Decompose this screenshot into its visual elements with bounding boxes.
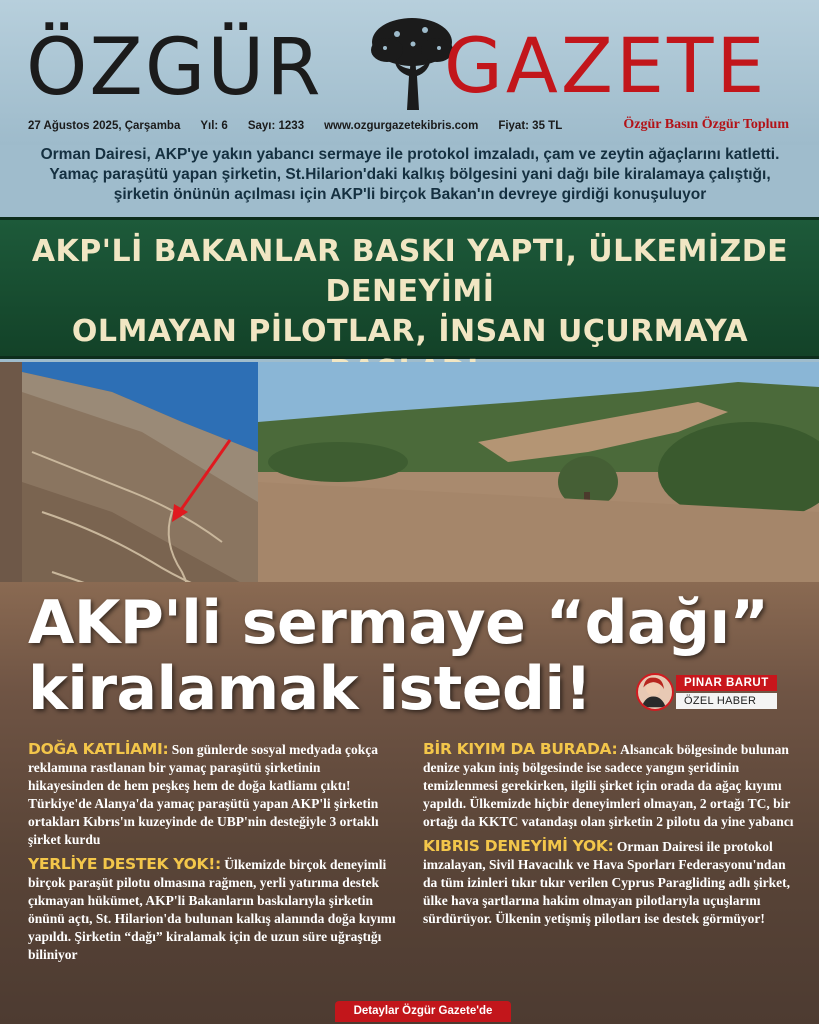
paragraph-lead: KIBRIS DENEYİMİ YOK: bbox=[423, 837, 614, 855]
banner-line-2: OLMAYAN PİLOTLAR, İNSAN UÇURMAYA bbox=[71, 314, 749, 349]
slogan: Özgür Basın Özgür Toplum bbox=[623, 117, 789, 132]
article-paragraph bbox=[423, 740, 798, 831]
author-avatar bbox=[636, 673, 674, 711]
issue-year: Yıl: 6 bbox=[200, 120, 228, 132]
paragraph-body: Orman Dairesi ile protokol imzalayan, Sivil Havacılık ve Hava Sporları Federasyonu'ndan da tüm izinleri tıkır tıkır verilen Cyprus Paragliding adlı şirket, ülke hava şartlarına hakim olmayan pilotlarıyla uçuşlarını sürdürüyor. Ülkenin yetişmiş pilotları ise destek görmüyor! bbox=[423, 839, 791, 926]
article-paragraph bbox=[28, 855, 398, 964]
author-name: PINAR BARUT bbox=[676, 675, 777, 691]
masthead bbox=[0, 0, 819, 145]
paragraph-lead: BİR KIYIM DA BURADA: bbox=[423, 740, 618, 758]
article-paragraph bbox=[423, 837, 798, 928]
issue-date: 27 Ağustos 2025, Çarşamba bbox=[28, 120, 181, 132]
banner-line-1: AKP'Lİ BAKANLAR BASKI YAPTI, ÜLKEMİZDE DENEYİMİ bbox=[31, 234, 789, 309]
paragraph-lead: DOĞA KATLİAMI: bbox=[28, 740, 169, 758]
headline-banner bbox=[0, 217, 819, 359]
article-column-right bbox=[423, 740, 798, 934]
brand-logo bbox=[26, 18, 323, 118]
issue-number: Sayı: 1233 bbox=[247, 120, 305, 132]
brand-gazete: GAZETE bbox=[444, 21, 768, 110]
details-button[interactable]: Detaylar Özgür Gazete'de bbox=[335, 1001, 511, 1022]
article-column-left bbox=[28, 740, 398, 970]
paragraph-body: Alsancak bölgesinde bulunan denize yakın iniş bölgesinde ise sadece yangın şeridinin temizlenmesi gerekirken, ilgili şirket için orada da ağaç kıyımı yapıldı. Ülkemizde hiçbir deneyimleri olmayan, 2 ortağı TC, bir ortağı da KKTC vatandaşı olan şirketin 2 pilotu da yine yabancı bbox=[423, 742, 794, 829]
author-byline bbox=[636, 673, 777, 711]
website-link[interactable]: www.ozgurgazetekibris.com bbox=[324, 120, 479, 132]
author-role: ÖZEL HABER bbox=[676, 693, 777, 709]
intro-summary: Orman Dairesi, AKP'ye yakın yabancı sermaye ile protokol imzaladı, çam ve zeytin ağaçlarını katletti. Yamaç paraşütü yapan şirketin, St.Hilarion'daki kalkış bölgesini yani dağı bile kiralamaya çalıştığı, şirketin önünün açılması için AKP'li birçok Bakan'ın devreye girdiği konuşuluyor bbox=[40, 146, 780, 203]
headline-line-1: AKP'li sermaye “dağı” bbox=[28, 588, 769, 658]
paragraph-body: Son günlerde sosyal medyada çokça reklamına rastlanan bir yamaç paraşütü şirketinin hikayesinden de hem peşkeş hem de doğa katliamı çıktı! Türkiye'de Alanya'da yamaç paraşütü yapan AKP'li şirketin ortakları Kıbrıs'ın kuzeyinde de UBP'nin desteğiyle 3 ortaklı şirket kurdu bbox=[28, 742, 379, 847]
article-paragraph bbox=[28, 740, 398, 849]
headline-line-2: kiralamak istedi! bbox=[28, 654, 592, 724]
issue-price: Fiyat: 35 TL bbox=[498, 120, 563, 132]
paragraph-lead: YERLİYE DESTEK YOK!: bbox=[28, 855, 221, 873]
paragraph-body: Ülkemizde birçok deneyimli birçok paraşüt pilotu olmasına rağmen, yerli yatırıma destek çıkmayan hükümet, AKP'li Bakanların baskılarıyla şirketin önünü açtı, St. Hilarion'da bulunan kalkış alanında doğa kıyımı yapıldı. Şirketin “dağı” kiralamak için de uzun süre uğraştığı biliniyor bbox=[28, 857, 396, 962]
brand-ozgur: ÖZGÜR bbox=[26, 23, 323, 113]
